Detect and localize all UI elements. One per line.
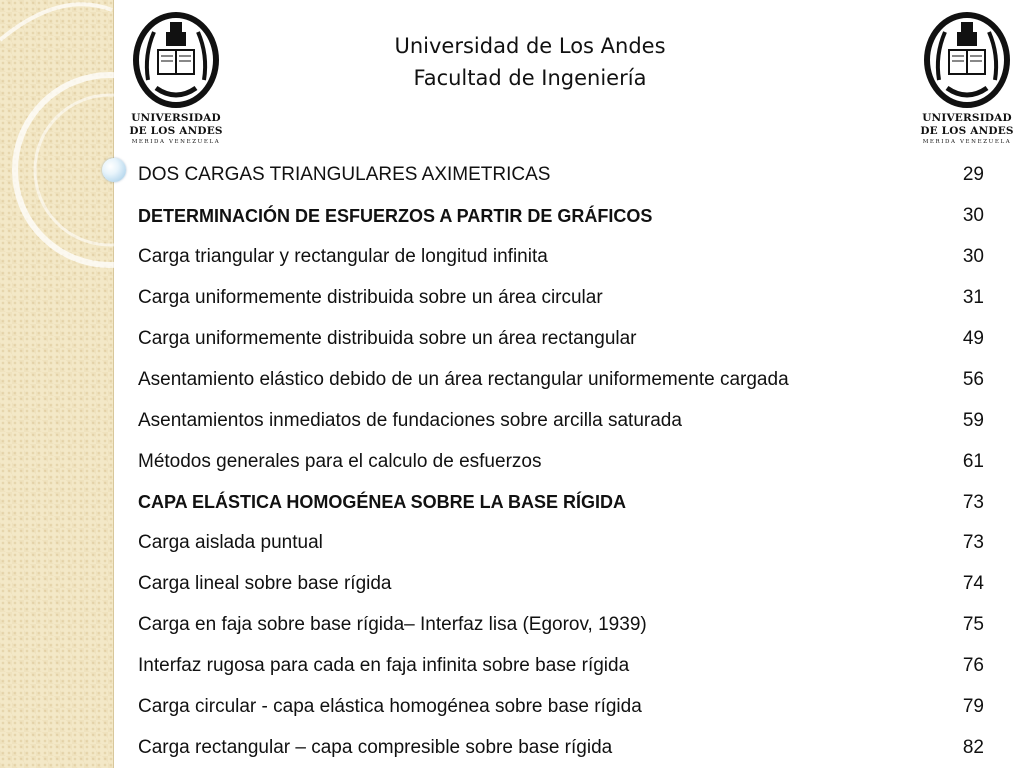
- university-seal-icon: [917, 10, 1017, 110]
- toc-entry-page: 82: [962, 736, 984, 758]
- toc-entry: [138, 278, 988, 319]
- university-logo-left: [126, 10, 226, 150]
- toc-entry-title: Métodos generales para el calculo de esfuerzos: [138, 450, 542, 472]
- toc-entry-title: Asentamientos inmediatos de fundaciones sobre arcilla saturada: [138, 409, 682, 431]
- toc-entry-title: DOS CARGAS TRIANGULARES AXIMETRICAS: [138, 164, 551, 186]
- toc-entry: [138, 359, 988, 400]
- toc-entry-page: 56: [962, 368, 984, 390]
- toc-entry-title: DETERMINACIÓN DE ESFUERZOS A PARTIR DE GRÁFICOS: [138, 205, 653, 226]
- toc-entry-page: 59: [962, 409, 984, 431]
- toc-entry-title: Carga en faja sobre base rígida– Interfaz lisa (Egorov, 1939): [138, 614, 647, 636]
- toc-entry-page: 31: [962, 287, 984, 309]
- toc-entry-title: CAPA ELÁSTICA HOMOGÉNEA SOBRE LA BASE RÍGIDA: [138, 492, 627, 513]
- toc-entry-page: 74: [962, 573, 984, 595]
- toc-entry: [138, 523, 988, 564]
- toc-entry-title: Carga aislada puntual: [138, 532, 323, 554]
- toc-entry-title: Carga uniformemente distribuida sobre un área circular: [138, 287, 603, 309]
- toc-entry-page: 30: [962, 246, 984, 268]
- toc-entry: [138, 564, 988, 605]
- toc-entry-title: Carga uniformemente distribuida sobre un área rectangular: [138, 328, 637, 349]
- faculty-name: Facultad de Ingeniería: [413, 66, 647, 90]
- toc-entry-page: 29: [962, 164, 984, 186]
- slide-title: [330, 30, 730, 94]
- toc-entry: [138, 319, 988, 360]
- slide-header: [0, 0, 1024, 155]
- toc-entry: [138, 687, 988, 728]
- table-of-contents: [138, 155, 988, 768]
- toc-entry: [138, 646, 988, 687]
- toc-entry-page: 79: [962, 696, 984, 718]
- toc-entry: [138, 155, 988, 196]
- toc-entry-page: 73: [962, 491, 984, 513]
- toc-entry-page: 75: [962, 614, 984, 636]
- toc-entry-page: 73: [962, 532, 984, 554]
- toc-entry: [138, 605, 988, 646]
- toc-entry: [138, 237, 988, 278]
- toc-entry-title: Asentamiento elástico debido de un área rectangular uniformemente cargada: [138, 368, 789, 390]
- toc-entry-page: 76: [962, 655, 984, 677]
- toc-entry-page: 61: [962, 450, 984, 472]
- toc-entry-page: 49: [962, 328, 984, 349]
- university-logo-right: [917, 10, 1017, 150]
- toc-entry-title: Carga circular - capa elástica homogénea sobre base rígida: [138, 696, 642, 718]
- toc-entry: [138, 400, 988, 441]
- toc-entry: [138, 727, 988, 768]
- toc-entry-title: Carga triangular y rectangular de longitud infinita: [138, 246, 548, 268]
- toc-entry-title: Carga rectangular – capa compresible sobre base rígida: [138, 736, 613, 758]
- toc-entry-title: Carga lineal sobre base rígida: [138, 573, 392, 595]
- toc-entry-page: 30: [962, 205, 984, 227]
- toc-entry-title: Interfaz rugosa para cada en faja infinita sobre base rígida: [138, 655, 630, 677]
- logo-location: MERIDA VENEZUELA: [922, 139, 1012, 145]
- slide-bullet-dot: [102, 158, 126, 182]
- toc-entry: [138, 196, 988, 237]
- logo-name-line2: DE LOS ANDES: [920, 125, 1014, 137]
- university-name: Universidad de Los Andes: [394, 34, 666, 58]
- logo-name-line2: DE LOS ANDES: [129, 125, 223, 137]
- logo-location: MERIDA VENEZUELA: [131, 139, 221, 145]
- university-seal-icon: [126, 10, 226, 110]
- toc-entry: [138, 441, 988, 482]
- logo-name-line1: UNIVERSIDAD: [922, 112, 1012, 124]
- toc-entry: [138, 482, 988, 523]
- logo-name-line1: UNIVERSIDAD: [131, 112, 221, 124]
